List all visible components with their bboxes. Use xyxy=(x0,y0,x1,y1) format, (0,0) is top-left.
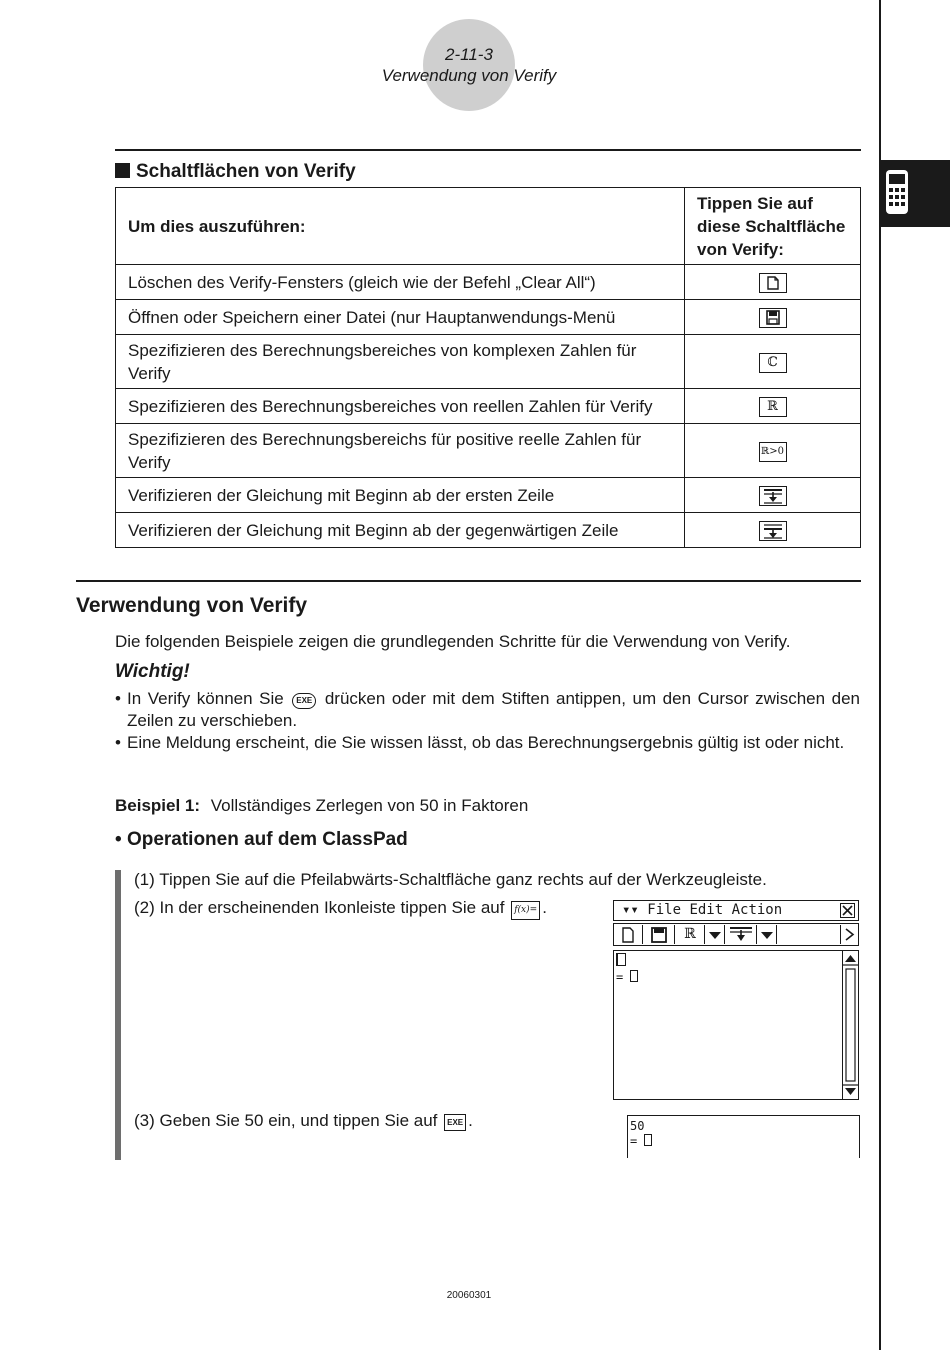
bullet-dot: • xyxy=(115,689,121,708)
positive-real-icon: ℝ>0 xyxy=(759,442,787,462)
example-text: Vollständiges Zerlegen von 50 in Faktoren xyxy=(210,796,529,815)
intro-text: Die folgenden Beispiele zeigen die grundlegenden Schritte für die Verwendung von Verify. xyxy=(115,632,791,651)
verify-from-current-icon xyxy=(759,521,787,541)
page-number: 2-11-3 xyxy=(445,45,493,64)
input-line xyxy=(616,953,626,968)
bullet-item: • In Verify können Sie EXE drücken oder mit dem Stiften antippen, um den Cursor zwischen den Zeilen zu verschieben. xyxy=(115,689,860,730)
real-r-icon: ℝ xyxy=(676,925,705,944)
step-3: (3) Geben Sie 50 ein, und tippen Sie auf EXE . xyxy=(134,1111,473,1130)
row-text: Verifizieren der Gleichung mit Beginn ab der gegenwärtigen Zeile xyxy=(116,513,685,548)
scrollbar xyxy=(842,951,858,1099)
verify-from-first-icon xyxy=(759,486,787,506)
exe-key-icon: EXE xyxy=(292,693,316,709)
scroll-right-icon xyxy=(840,925,858,944)
important-label: Wichtig! xyxy=(115,661,190,682)
row-text: Spezifizieren des Berechnungsbereiches von reellen Zahlen für Verify xyxy=(116,389,685,424)
cursor-box-icon xyxy=(616,953,626,966)
buttons-table xyxy=(115,187,861,548)
classpad-screen xyxy=(613,900,859,1100)
bullet-dot: • xyxy=(115,733,121,752)
table-row xyxy=(116,335,861,389)
header-circle xyxy=(423,19,515,111)
section2-heading: Verwendung von Verify xyxy=(76,594,308,617)
input-line: 50 xyxy=(630,1119,645,1133)
close-icon xyxy=(840,903,855,918)
empty-box-icon xyxy=(644,1134,652,1146)
empty-box-icon xyxy=(630,970,638,982)
example-label: Beispiel 1: xyxy=(115,796,201,815)
ops-heading: • Operationen auf dem ClassPad xyxy=(115,829,408,850)
menu-text: File Edit Action xyxy=(647,902,783,918)
section1-rule xyxy=(115,149,861,151)
save-disk-icon xyxy=(644,925,675,944)
classpad-toolbar xyxy=(613,923,859,946)
col2-header: Tippen Sie auf diese Schaltfläche von Verify: xyxy=(685,188,861,265)
complex-c-icon: ℂ xyxy=(759,353,787,373)
chapter-tab xyxy=(880,160,950,227)
classpad-menu-bar xyxy=(613,900,859,921)
table-row xyxy=(116,424,861,478)
save-disk-icon xyxy=(759,308,787,328)
verify-from-first-icon xyxy=(726,925,757,944)
chevron-down-icon xyxy=(758,925,777,944)
chevron-down-icon xyxy=(706,925,725,944)
section2-rule xyxy=(76,580,861,582)
example-line xyxy=(115,795,528,817)
table-row xyxy=(116,300,861,335)
table-row xyxy=(116,389,861,424)
down-arrows-icon: ▾▾ xyxy=(622,902,639,918)
step-bar xyxy=(115,870,121,1160)
fx-key-icon: f(x)= xyxy=(511,901,540,920)
square-bullet-icon xyxy=(115,163,130,178)
classpad-screen-partial xyxy=(627,1115,860,1158)
real-r-icon: ℝ xyxy=(759,397,787,417)
classpad-work-area xyxy=(613,950,859,1100)
row-text: Verifizieren der Gleichung mit Beginn ab der ersten Zeile xyxy=(116,478,685,513)
result-line: = xyxy=(630,1134,652,1148)
col1-header: Um dies auszuführen: xyxy=(116,188,685,265)
row-text: Spezifizieren des Berechnungsbereiches von komplexen Zahlen für Verify xyxy=(116,335,685,389)
exe-key-icon: EXE xyxy=(444,1114,466,1131)
row-text: Öffnen oder Speichern einer Datei (nur Hauptanwendungs-Menü xyxy=(116,300,685,335)
bullet-item: • Eine Meldung erscheint, die Sie wissen lässt, ob das Berechnungsergebnis gültig ist oder nicht. xyxy=(115,733,845,752)
page-title: Verwendung von Verify xyxy=(381,66,557,85)
result-line: = xyxy=(616,970,638,984)
table-row xyxy=(116,478,861,513)
new-document-icon xyxy=(614,925,643,944)
table-row xyxy=(116,513,861,548)
row-text: Spezifizieren des Berechnungsbereichs für positive reelle Zahlen für Verify xyxy=(116,424,685,478)
new-document-icon xyxy=(759,273,787,293)
section1-heading: Schaltflächen von Verify xyxy=(115,161,356,183)
table-row xyxy=(116,265,861,300)
calculator-icon xyxy=(885,169,909,215)
table-header-row xyxy=(116,188,861,265)
row-text: Löschen des Verify-Fensters (gleich wie der Befehl „Clear All“) xyxy=(116,265,685,300)
step-1: (1) Tippen Sie auf die Pfeilabwärts-Schaltfläche ganz rechts auf der Werkzeugleiste. xyxy=(134,870,767,889)
footer-code: 20060301 xyxy=(446,1290,492,1301)
step-2: (2) In der erscheinenden Ikonleiste tippen Sie auf f(x)= . xyxy=(134,897,547,920)
